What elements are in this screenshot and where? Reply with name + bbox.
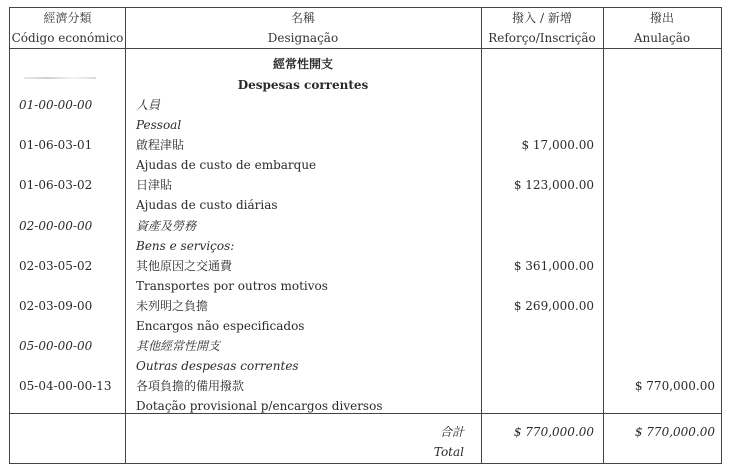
header-reforco-pt: Reforço/Inscrição (488, 31, 596, 45)
section-title-pt: Despesas correntes (237, 78, 369, 92)
row-code: 05-00-00-00 (19, 339, 93, 353)
row-code: 05-04-00-00-13 (19, 379, 112, 393)
row-desc-pt: Dotação provisional p/encargos diversos (136, 399, 383, 413)
row-code: 01-06-03-02 (19, 178, 93, 192)
scan-artifact (24, 77, 96, 79)
header-reforco-zh: 撥入 / 新增 (512, 11, 572, 25)
budget-table (9, 7, 722, 464)
header-divider (10, 48, 721, 49)
row-desc-zh: 其他原因之交通費 (136, 259, 233, 273)
row-desc-zh: 資產及勞務 (136, 219, 197, 233)
row-desc-pt: Ajudas de custo de embarque (136, 158, 317, 172)
column-divider (603, 8, 604, 463)
header-code-pt: Código económico (11, 31, 124, 45)
total-label-zh: 合計 (439, 425, 464, 439)
row-desc-pt: Outras despesas correntes (136, 359, 299, 373)
total-label-pt: Total (433, 445, 464, 459)
row-anulacao: $ 770,000.00 (634, 379, 715, 393)
row-code: 01-00-00-00 (19, 98, 93, 112)
header-anulacao-zh: 撥出 (649, 11, 674, 25)
total-divider (10, 413, 721, 414)
column-divider (125, 8, 126, 463)
row-code: 01-06-03-01 (19, 138, 93, 152)
row-desc-zh: 未列明之負擔 (136, 299, 209, 313)
row-code: 02-03-09-00 (19, 299, 93, 313)
row-reforco: $ 269,000.00 (513, 299, 594, 313)
section-title-zh: 經常性開支 (272, 57, 333, 71)
row-desc-pt: Encargos não especificados (136, 319, 305, 333)
row-desc-zh: 各項負擔的備用撥款 (136, 379, 245, 393)
header-code-zh: 經濟分類 (43, 11, 92, 25)
row-desc-pt: Pessoal (136, 118, 182, 132)
header-anulacao-pt: Anulação (633, 31, 691, 45)
row-desc-pt: Ajudas de custo diárias (136, 198, 278, 212)
row-reforco: $ 123,000.00 (513, 178, 594, 192)
row-desc-zh: 日津貼 (136, 178, 173, 192)
row-desc-pt: Bens e serviços: (136, 239, 235, 253)
total-anulacao: $ 770,000.00 (634, 425, 715, 439)
row-desc-pt: Transportes por outros motivos (136, 279, 328, 293)
row-desc-zh: 人員 (136, 98, 161, 112)
total-reforco: $ 770,000.00 (513, 425, 594, 439)
row-reforco: $ 361,000.00 (513, 259, 594, 273)
row-desc-zh: 其他經常性開支 (136, 339, 221, 353)
row-code: 02-00-00-00 (19, 219, 93, 233)
header-desc-zh: 名稱 (290, 11, 315, 25)
column-divider (481, 8, 482, 463)
header-desc-pt: Designação (267, 31, 339, 45)
row-code: 02-03-05-02 (19, 259, 93, 273)
row-reforco: $ 17,000.00 (521, 138, 594, 152)
row-desc-zh: 啟程津貼 (136, 138, 185, 152)
